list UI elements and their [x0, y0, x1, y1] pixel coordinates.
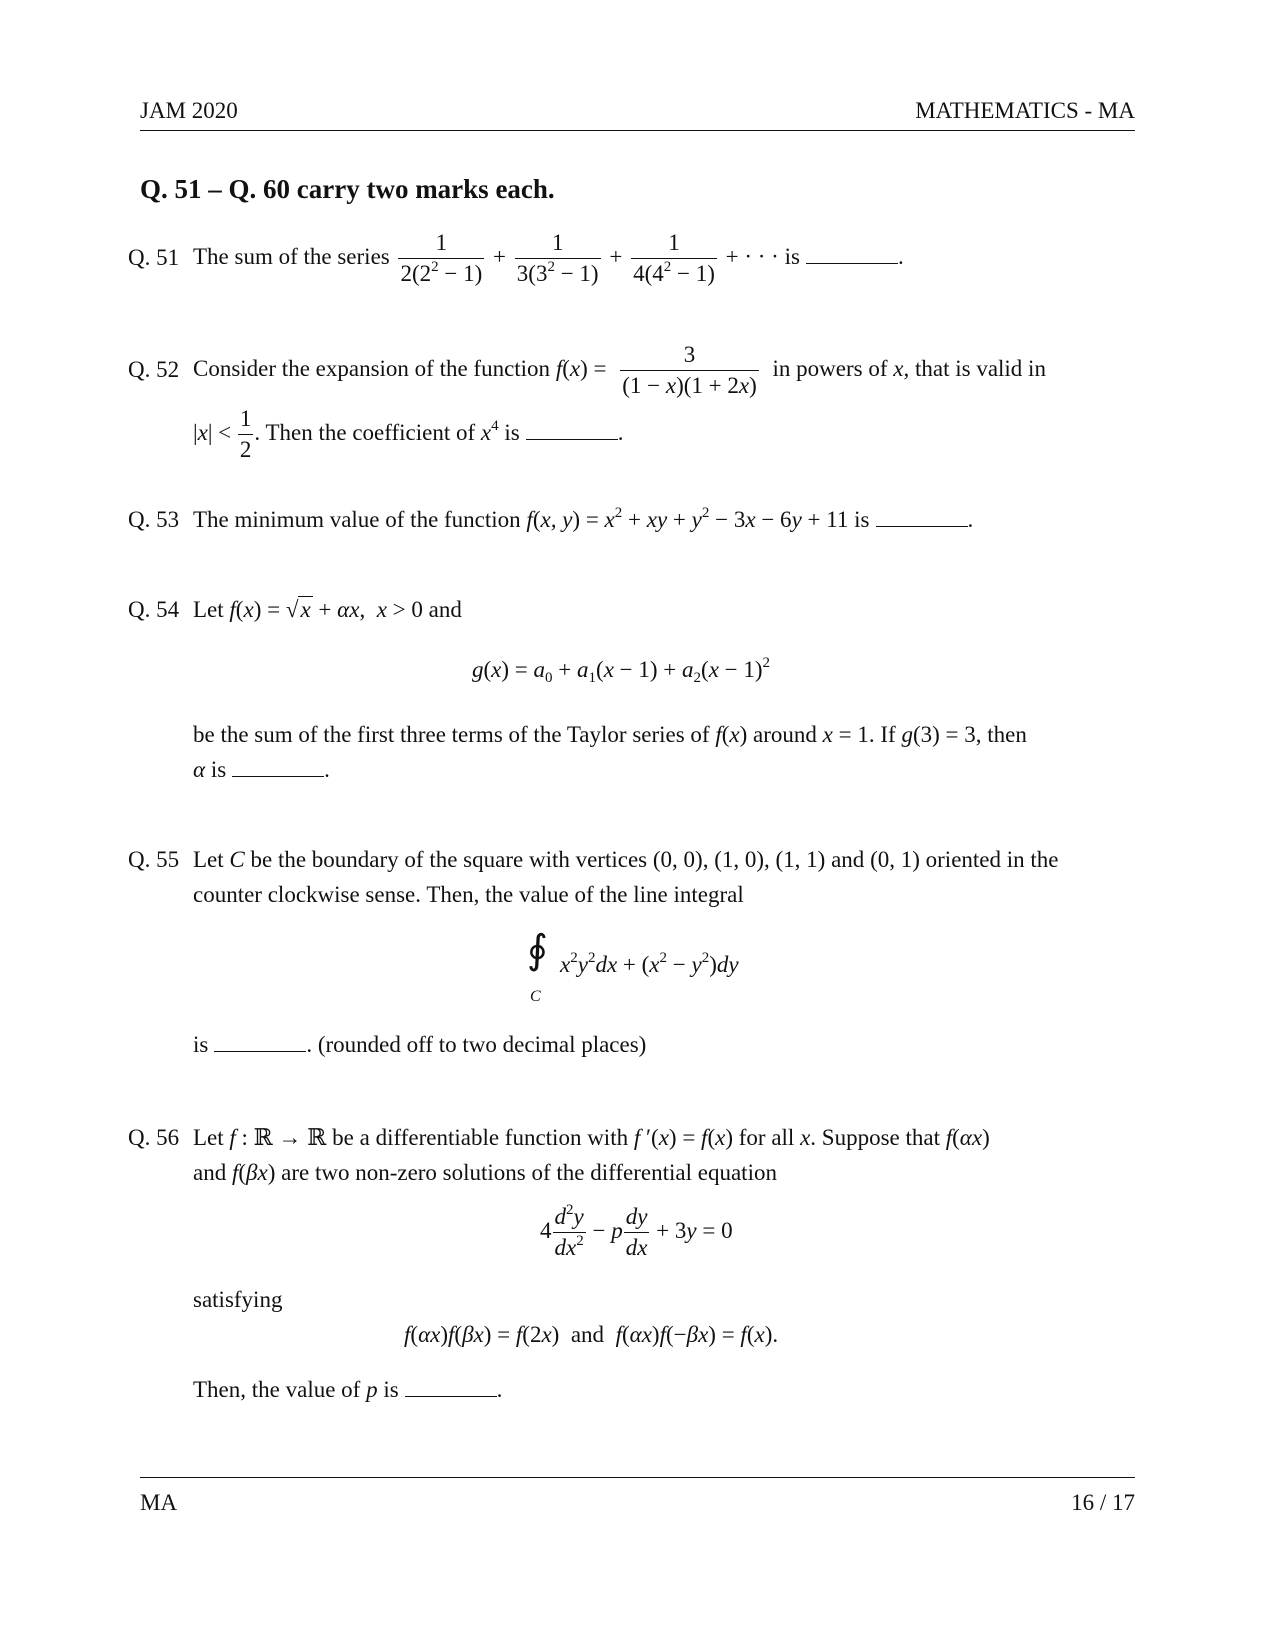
q54-equation: $g(x) = a_0 + a_1(x - 1) + a_2(x - 1)^2$ — [472, 655, 771, 686]
q55-line1: Let C be the boundary of the square with vertices (0, 0), (1, 0), (1, 1) and (0, 1) oriented in the — [193, 847, 1059, 872]
q56-number: Q. 56 — [128, 1125, 180, 1150]
q51-number: Q. 51 — [128, 245, 180, 270]
q56-conditions: f(αx)f(βx) = f(2x) and f(αx)f(−βx) = f(x). — [404, 1322, 779, 1347]
q52-number: Q. 52 — [128, 357, 180, 382]
q55-number: Q. 55 — [128, 847, 180, 872]
q52-line1: Consider the expansion of the function f(x) = $\frac{3}{(1 - x)(1 + 2x)}$ in powers of x, that is valid in — [193, 342, 1046, 398]
q54-line3: α is . — [193, 757, 330, 782]
header-right: MATHEMATICS - MA — [915, 98, 1135, 123]
q54-number: Q. 54 — [128, 597, 180, 622]
header-left: JAM 2020 — [140, 98, 238, 123]
contour-label: C — [530, 988, 541, 1005]
footer-left: MA — [140, 1490, 178, 1515]
q56-ode: 4 $\frac{d^2y}{dx^2}$ − p $\frac{dy}{dx}$ + 3y = 0 — [540, 1202, 733, 1260]
q54-line2: be the sum of the first three terms of the Taylor series of f(x) around x = 1. If g(3) = 3, then — [193, 722, 1027, 747]
q53-body: The minimum value of the function f(x, $y) = x^2$ + xy + $y^2 - 3x - 6y + 11$ is . — [193, 505, 974, 532]
q56-line2: and f(βx) are two non-zero solutions of the differential equation — [193, 1160, 777, 1185]
contour-integral-sign: ∮ — [527, 927, 548, 972]
footer-rule — [140, 1477, 1135, 1478]
q55-after: is . (rounded off to two decimal places) — [193, 1032, 647, 1057]
q56-line1: Let f : ℝ → ℝ be a differentiable function with f ′(x) = f(x) for all x. Suppose that f(αx) — [193, 1125, 990, 1150]
q54-line1: Let f(x) = √x + αx, x > 0 and — [193, 597, 462, 622]
q53-number: Q. 53 — [128, 507, 180, 532]
q55-integrand: $x^2y^2dx + (x^2 - y^2)dy$ — [560, 950, 739, 977]
q56-then: Then, the value of p is . — [193, 1377, 503, 1402]
q55-line2: counter clockwise sense. Then, the value of the line integral — [193, 882, 744, 907]
q56-satisfying: satisfying — [193, 1287, 283, 1312]
page-number: 16 / 17 — [1071, 1490, 1135, 1515]
q51-body: The sum of the series $\frac{1}{2(2^2 - 1)}$ + $\frac{1}{3(3^2 - 1)}$ + $\frac{1}{4(4^2 - 1)}$ + · · · is . — [193, 230, 904, 286]
q52-line2: |x| < $\frac{1}{2}$ . Then the coefficient of $x^4$ is . — [193, 406, 624, 462]
section-heading: Q. 51 – Q. 60 carry two marks each. — [140, 174, 555, 204]
header-rule — [140, 130, 1135, 131]
